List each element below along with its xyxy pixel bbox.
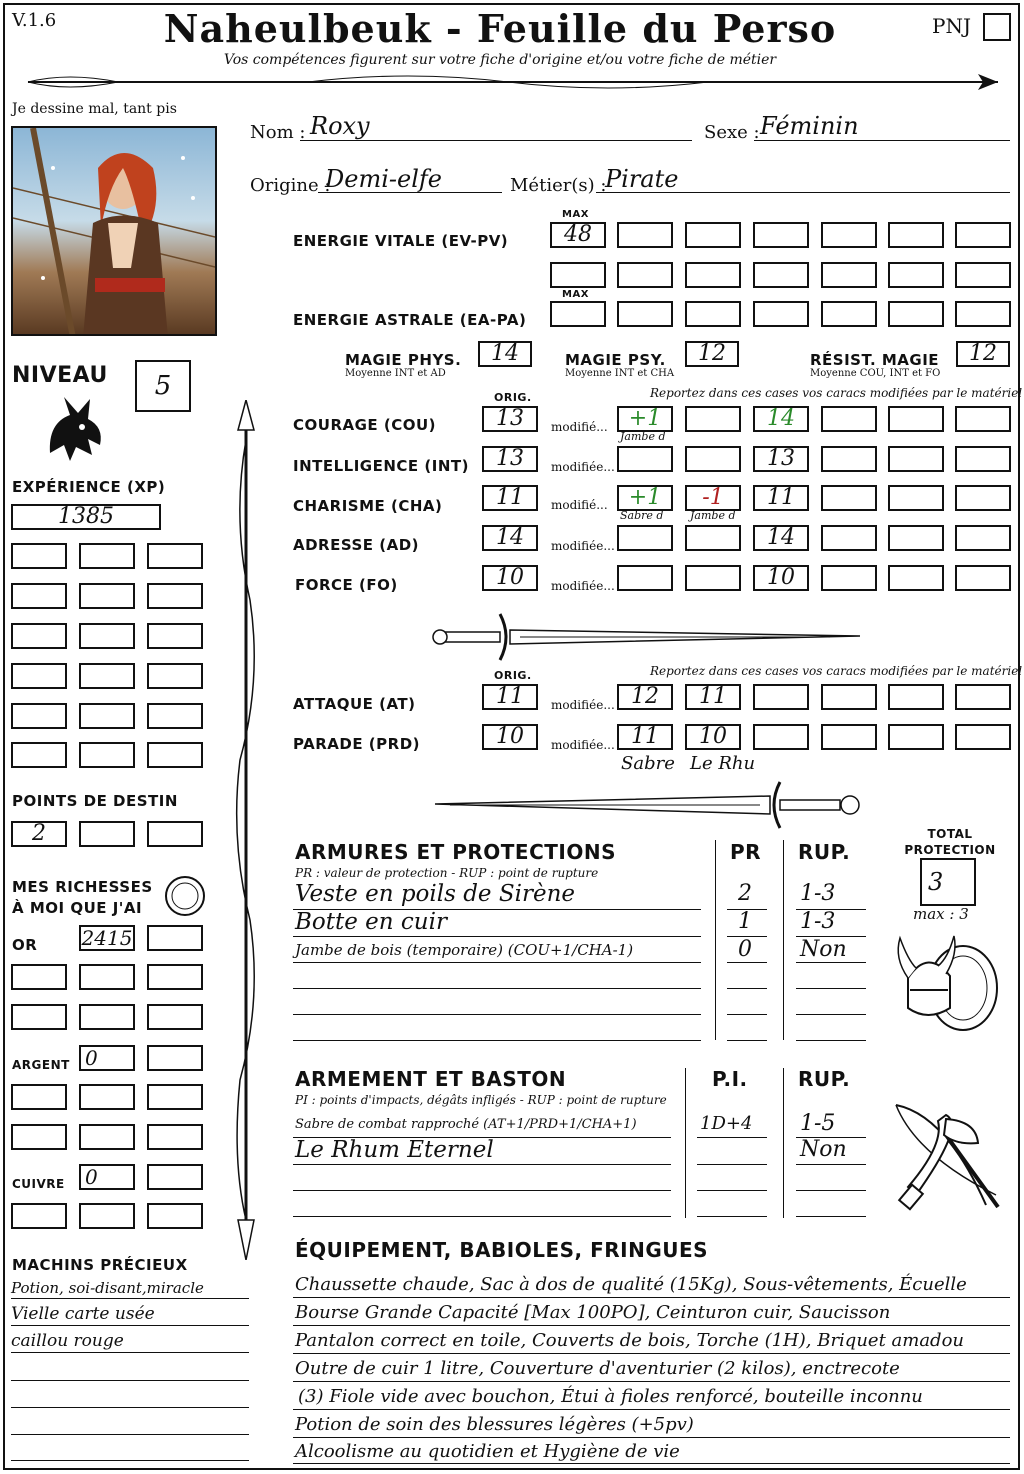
ev-box[interactable] [685,262,741,288]
weapon-line [697,1190,767,1191]
stat-mod-box[interactable] [617,525,673,551]
coin-icon [163,874,207,918]
magie-psy-label: MAGIE PSY. [565,351,666,369]
ea-box[interactable] [821,301,877,327]
ev-box[interactable] [888,262,944,288]
weapons-title: ARMEMENT ET BASTON [295,1067,567,1091]
weapon-pi[interactable]: 1D+4 [700,1113,753,1134]
or-box[interactable]: 2415 [79,925,135,951]
armor-subtitle: PR : valeur de protection - RUP : point de rupture [295,866,599,880]
armor-divider [715,840,716,1040]
ev-box[interactable] [617,262,673,288]
armor-line [796,1014,866,1015]
equipment-line[interactable]: Bourse Grande Capacité [Max 100PO], Ceinturon cuir, Saucisson [295,1302,891,1323]
helmet-shield-icon [888,928,1003,1033]
argent-box[interactable] [147,1124,203,1150]
stat-mod-box[interactable]: 10 [753,565,809,591]
combat-report-note: Reportez dans ces cases vos caracs modifiées par le matériel [650,664,1023,678]
stat-mod-box[interactable] [955,406,1011,432]
cuivre-box[interactable] [147,1164,203,1190]
equipment-underline [293,1437,1010,1438]
destin-label: POINTS DE DESTIN [12,792,178,810]
machin-line [11,1460,249,1461]
equipment-underline [293,1297,1010,1298]
equipment-underline [293,1409,1010,1410]
or-box[interactable] [147,1004,203,1030]
xp-extra-box[interactable] [11,543,67,569]
cuivre-box[interactable] [79,1203,135,1229]
stats-report-note: Reportez dans ces cases vos caracs modifiées par le matériel [650,386,1023,400]
resist-magie-box[interactable]: 12 [956,341,1010,367]
weapons-rup-header: RUP. [798,1067,851,1091]
equipment-underline [293,1381,1010,1382]
weapon-item[interactable]: Sabre de combat rapproché (AT+1/PRD+1/CHA+1) [295,1117,637,1132]
machin-line [11,1380,249,1381]
stat-mod-box[interactable] [955,446,1011,472]
parade-orig-box[interactable]: 10 [482,724,538,750]
ev-box[interactable] [955,222,1011,248]
parade-mod-box[interactable] [753,724,809,750]
machin-item[interactable]: Vielle carte usée [11,1304,155,1324]
ea-box[interactable] [685,301,741,327]
ev-box[interactable] [821,222,877,248]
stat-mod-box[interactable] [888,565,944,591]
xp-extra-box[interactable] [11,663,67,689]
argent-box[interactable] [11,1084,67,1110]
sexe-label: Sexe : [704,122,760,143]
weapon-line [293,1190,671,1191]
attaque-mod-label: modifiée... [551,698,615,712]
stat-label: CHARISME (CHA) [293,497,443,515]
stat-label: INTELLIGENCE (INT) [293,457,469,475]
stat-label: ADRESSE (AD) [293,536,420,554]
weapon-line [796,1190,866,1191]
magie-phys-label: MAGIE PHYS. [345,351,462,369]
cuivre-box[interactable] [11,1203,67,1229]
parade-mod-box[interactable] [888,724,944,750]
magie-phys-box[interactable]: 14 [478,341,532,367]
ev-box[interactable] [753,222,809,248]
ea-box[interactable] [888,301,944,327]
weapons-subtitle: PI : points d'impacts, dégâts infligés - RUP : point de rupture [295,1093,667,1107]
weapon-line [796,1164,866,1165]
machin-line [11,1434,249,1435]
weapon-line [697,1164,767,1165]
or-box[interactable] [11,1004,67,1030]
machin-line [11,1352,249,1353]
armor-line [727,1040,767,1041]
armor-item[interactable]: Veste en poils de Sirène [295,881,575,907]
attaque-mod-box[interactable]: 11 [685,684,741,710]
stat-mod-box[interactable] [888,525,944,551]
parade-mod-box[interactable] [821,724,877,750]
equipment-underline [293,1353,1010,1354]
stat-mod-box[interactable] [821,525,877,551]
stat-mod-box[interactable] [617,565,673,591]
attaque-mod-box[interactable] [821,684,877,710]
nom-value[interactable]: Roxy [310,112,370,140]
magie-psy-box[interactable]: 12 [685,341,739,367]
xp-box[interactable]: 1385 [11,504,161,530]
xp-extra-box[interactable] [147,543,203,569]
xp-extra-box[interactable] [147,663,203,689]
stat-mod-box[interactable] [617,446,673,472]
stats-orig-label: ORIG. [494,391,532,404]
staff-ornament-icon [228,400,264,1260]
version-label: V.1.6 [12,10,57,31]
stat-mod-box[interactable] [955,525,1011,551]
stat-mod-box[interactable] [685,406,741,432]
attaque-mod-box[interactable] [888,684,944,710]
argent-box[interactable] [79,1084,135,1110]
argent-box[interactable] [11,1124,67,1150]
xp-extra-box[interactable] [79,663,135,689]
weapon-rup[interactable]: Non [800,1137,847,1162]
ea-box[interactable] [955,301,1011,327]
xp-extra-box[interactable] [147,703,203,729]
ev-box[interactable] [753,262,809,288]
attaque-orig-box[interactable]: 11 [482,684,538,710]
pnj-label: PNJ [932,14,971,38]
stat-mod-box[interactable] [685,446,741,472]
argent-box[interactable]: 0 [79,1045,135,1071]
armor-rup[interactable]: 1-3 [800,909,836,934]
ev-box[interactable] [617,222,673,248]
ev-max-box[interactable]: 48 [550,222,606,248]
armor-pr[interactable]: 2 [738,881,752,906]
armor-pr[interactable]: 0 [738,937,752,962]
argent-box[interactable] [79,1124,135,1150]
stat-mod-note: Jambe d [690,509,736,522]
ev-box[interactable] [955,262,1011,288]
ev-box[interactable] [685,222,741,248]
portrait-image [11,126,217,336]
armor-line [293,1040,701,1041]
stat-label: FORCE (FO) [295,576,398,594]
ev-box[interactable] [550,262,606,288]
destin-box[interactable] [79,821,135,847]
argent-box[interactable] [147,1045,203,1071]
total-protection-max: max : 3 [913,905,969,923]
armor-item[interactable]: Botte en cuir [295,909,447,935]
xp-extra-box[interactable] [11,703,67,729]
or-label: OR [12,936,38,954]
stat-mod-box[interactable] [955,565,1011,591]
stat-mod-box[interactable]: 11 [753,485,809,511]
armor-line [293,988,701,989]
destin-box[interactable] [147,821,203,847]
xp-extra-box[interactable] [147,623,203,649]
weapon-line [796,1216,866,1217]
stat-mod-box[interactable]: +1 [617,485,673,511]
armor-pr-header: PR [730,840,762,864]
xp-extra-box[interactable] [79,583,135,609]
origine-line [318,192,502,193]
armor-title: ARMURES ET PROTECTIONS [295,840,616,864]
ea-box[interactable] [617,301,673,327]
stat-label: COURAGE (COU) [293,416,437,434]
cuivre-box[interactable] [147,1203,203,1229]
resist-magie-sub: Moyenne COU, INT et FO [810,368,941,379]
total-protection-label: TOTAL PROTECTION [904,827,996,857]
arrow-divider-icon [8,68,1014,98]
armor-rup[interactable]: Non [800,937,847,962]
or-box[interactable] [79,1004,135,1030]
cuivre-label: CUIVRE [12,1177,65,1191]
stat-mod-box[interactable] [685,565,741,591]
xp-extra-box[interactable] [11,623,67,649]
or-box[interactable] [79,964,135,990]
xp-label: EXPÉRIENCE (XP) [12,478,166,496]
xp-extra-box[interactable] [147,742,203,768]
stat-mod-box[interactable]: 14 [753,525,809,551]
stat-orig-box[interactable]: 13 [482,446,538,472]
attaque-mod-box[interactable]: 12 [617,684,673,710]
origine-value[interactable]: Demi-elfe [325,165,442,193]
machin-item[interactable]: caillou rouge [11,1331,124,1351]
ea-label: ENERGIE ASTRALE (EA-PA) [293,311,527,329]
armor-line [796,962,866,963]
argent-label: ARGENT [12,1058,70,1072]
weapon-line [697,1137,767,1138]
armor-rup-header: RUP. [798,840,851,864]
metier-label: Métier(s) : [510,175,607,196]
xp-extra-box[interactable] [79,623,135,649]
weapon-col-label: Le Rhu [690,753,756,774]
armor-rup[interactable]: 1-3 [800,881,836,906]
attaque-mod-box[interactable] [955,684,1011,710]
stat-mod-label: modifié... [551,498,608,512]
armor-line [727,988,767,989]
stat-mod-box[interactable] [955,485,1011,511]
sword-icon [430,780,875,830]
ev-label: ENERGIE VITALE (EV-PV) [293,232,509,250]
sexe-line [754,140,1010,141]
weapons-divider [685,1068,686,1218]
weapon-line [293,1164,671,1165]
magie-psy-sub: Moyenne INT et CHA [565,368,675,379]
pnj-checkbox[interactable] [983,13,1011,41]
dragon-icon [40,393,106,463]
stat-orig-box[interactable]: 11 [482,485,538,511]
sexe-value[interactable]: Féminin [760,112,859,140]
armor-pr[interactable]: 1 [738,909,752,934]
ev-max-label: MAX [562,209,589,220]
stat-mod-label: modifiée... [551,579,615,593]
stat-mod-box[interactable]: -1 [685,485,741,511]
xp-extra-box[interactable] [147,583,203,609]
parade-mod-box[interactable]: 11 [617,724,673,750]
total-protection-box[interactable]: 3 [920,858,976,906]
equipment-line[interactable]: Chaussette chaude, Sac à dos de qualité (15Kg), Sous-vêtements, Écuelle [295,1274,967,1295]
stat-orig-box[interactable]: 10 [482,565,538,591]
stat-mod-box[interactable] [888,446,944,472]
ea-max-box[interactable] [550,301,606,327]
armor-line [727,962,767,963]
weapons-pi-header: P.I. [712,1067,748,1091]
machin-line [11,1325,249,1326]
resist-magie-label: RÉSIST. MAGIE [810,351,940,369]
weapon-line [697,1216,767,1217]
equipment-title: ÉQUIPEMENT, BABIOLES, FRINGUES [295,1238,709,1262]
cuivre-box[interactable]: 0 [79,1164,135,1190]
armor-line [796,1040,866,1041]
stat-mod-box[interactable]: 13 [753,446,809,472]
armor-line [727,1014,767,1015]
parade-label: PARADE (PRD) [293,735,421,753]
stat-mod-note: Jambe d [620,430,666,443]
stat-mod-label: modifié... [551,420,608,434]
armor-line [293,1014,701,1015]
armor-divider [783,840,784,1040]
parade-mod-label: modifiée... [551,738,615,752]
ea-max-label: MAX [562,289,589,300]
equipment-underline [293,1463,1010,1464]
or-box[interactable] [11,964,67,990]
stat-mod-box[interactable]: 14 [753,406,809,432]
stat-mod-box[interactable] [821,406,877,432]
combat-orig-label: ORIG. [494,669,532,682]
parade-mod-box[interactable]: 10 [685,724,741,750]
niveau-label: NIVEAU [12,363,108,388]
equipment-line[interactable]: Outre de cuir 1 litre, Couverture d'aventurier (2 kilos), enctrecote [295,1358,900,1379]
page-subtitle: Vos compétences figurent sur votre fiche d'origine et/ou votre fiche de métier [223,52,777,68]
page-title: Naheulbeuk - Feuille du Perso [163,6,837,51]
machin-line [11,1298,249,1299]
nom-line [300,140,692,141]
stat-mod-box[interactable]: +1 [617,406,673,432]
richesses-label: MES RICHESSES À MOI QUE J'AI [12,878,153,917]
sword-icon [430,612,875,662]
attaque-label: ATTAQUE (AT) [293,695,416,713]
xp-extra-box[interactable] [11,742,67,768]
stat-mod-box[interactable] [888,485,944,511]
metier-line [596,192,1010,193]
equipment-line[interactable]: Pantalon correct en toile, Couverts de bois, Torche (1H), Briquet amadou [295,1330,965,1351]
stat-mod-label: modifiée... [551,460,615,474]
equipment-underline [293,1325,1010,1326]
weapons-divider [783,1068,784,1218]
parade-mod-box[interactable] [955,724,1011,750]
xp-extra-box[interactable] [79,742,135,768]
xp-extra-box[interactable] [79,703,135,729]
niveau-box[interactable]: 5 [135,360,191,412]
argent-box[interactable] [147,1084,203,1110]
armor-line [796,988,866,989]
ev-box[interactable] [821,262,877,288]
stat-mod-note: Sabre d [620,509,664,522]
origine-label: Origine : [250,175,331,196]
armor-item[interactable]: Jambe de bois (temporaire) (COU+1/CHA-1) [295,941,634,959]
stat-orig-box[interactable]: 13 [482,406,538,432]
machins-label: MACHINS PRÉCIEUX [12,1256,188,1274]
stat-orig-box[interactable]: 14 [482,525,538,551]
ev-box[interactable] [888,222,944,248]
machin-item[interactable]: Potion, soi-disant,miracle [11,1279,204,1297]
weapon-item[interactable]: Le Rhum Eternel [295,1137,494,1163]
stat-mod-label: modifiée... [551,539,615,553]
weapon-line [293,1216,671,1217]
stat-mod-box[interactable] [685,525,741,551]
portrait-caption: Je dessine mal, tant pis [12,101,177,117]
nom-label: Nom : [250,122,306,143]
ea-box[interactable] [753,301,809,327]
metier-value[interactable]: Pirate [605,165,679,193]
stat-mod-box[interactable] [821,446,877,472]
crossed-weapons-icon [886,1095,1008,1217]
equipment-line[interactable]: Alcoolisme au quotidien et Hygiène de vie [295,1441,680,1462]
weapon-rup[interactable]: 1-5 [800,1111,836,1136]
stat-mod-box[interactable] [888,406,944,432]
equipment-line[interactable]: (3) Fiole vide avec bouchon, Étui à fioles renforcé, bouteille inconnu [298,1386,923,1407]
or-box[interactable] [147,925,203,951]
xp-extra-box[interactable] [11,583,67,609]
or-box[interactable] [147,964,203,990]
stat-mod-box[interactable] [821,565,877,591]
attaque-mod-box[interactable] [753,684,809,710]
armor-line [293,962,701,963]
machin-line [11,1407,249,1408]
armor-line [293,936,701,937]
stat-mod-box[interactable] [821,485,877,511]
xp-extra-box[interactable] [79,543,135,569]
weapon-col-label: Sabre [621,753,675,774]
destin-box[interactable]: 2 [11,821,67,847]
equipment-line[interactable]: Potion de soin des blessures légères (+5pv) [295,1414,694,1435]
magie-phys-sub: Moyenne INT et AD [345,368,446,379]
